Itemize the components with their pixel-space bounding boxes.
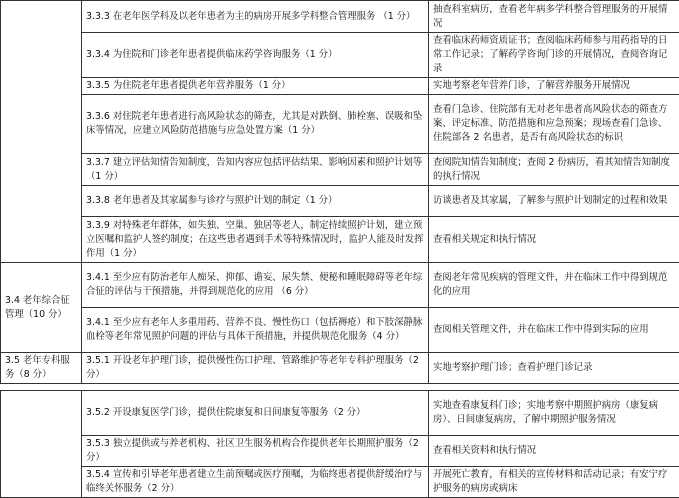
table-row	[1, 186, 679, 217]
table-row	[1, 436, 679, 467]
item-cell: 3.3.7 建立评估知情告知制度，告知内容应包括评估结果、影响因素和照护计划等（1 分）	[82, 154, 429, 186]
item-cell: 3.5.1 开设老年护理门诊，提供慢性伤口护理、管路维护等老年专科护理服务（2 分）	[82, 353, 429, 384]
method-cell: 访谈患者及其家属，了解参与照护计划制定的过程和效果	[429, 186, 679, 217]
item-cell: 3.5.3 独立提供或与养老机构、社区卫生服务机构合作提供老年长期照护服务（2 分）	[82, 436, 429, 467]
item-cell: 3.4.1 至少应有防治老年人痴呆、抑郁、谵妄、尿失禁、便秘和睡眠障碍等老年综合征的评估与干预措施，并得到规范化的应用 （6 分）	[82, 263, 429, 308]
method-cell: 开展死亡教育，有相关的宣传材料和活动记录；有安宁疗护服务的病房或病床	[429, 467, 679, 498]
gap-cell	[1, 384, 679, 391]
method-cell: 查阅老年常见疾病的管理文件，并在临床工作中得到规范化的应用	[429, 263, 679, 308]
category-cell: 3.5 老年专科服务（8 分）	[1, 353, 82, 384]
method-cell: 实地考察护理门诊；查看护理门诊记录	[429, 353, 679, 384]
category-cell: 3.4 老年综合征管理（10 分）	[1, 263, 82, 353]
table-row	[1, 95, 679, 154]
table-row	[1, 33, 679, 78]
method-cell: 查看门急诊、住院部有无对老年患者高风险状态的筛查方案、评定标准、防范措施和应急预案；现场查看门急诊、住院部各 2 名患者，是否有高风险状态的标识	[429, 95, 679, 154]
item-cell: 3.3.8 老年患者及其家属参与诊疗与照护计划的制定（1 分）	[82, 186, 429, 217]
table-row	[1, 78, 679, 95]
table-row	[1, 1, 679, 33]
category-cell	[1, 1, 82, 263]
method-cell: 实地查看康复科门诊；实地考察中期照护病房（康复病房）、日间康复病房，了解中期照护服务情况	[429, 391, 679, 436]
page-gap	[1, 384, 679, 391]
category-cell	[1, 391, 82, 498]
method-cell: 查阅相关管理文件，并在临床工作中得到实际的应用	[429, 308, 679, 353]
method-cell: 查看相关规定和执行情况	[429, 217, 679, 263]
item-cell: 3.4.1 至少应有老年人多重用药、营养不良、慢性伤口（包括褥疮）和下肢深静脉血栓等老年常见照护问题的评估与具体干预措施，并提供规范化服务（4 分）	[82, 308, 429, 353]
item-cell: 3.3.3 在老年医学科及以老年患者为主的病房开展多学科整合管理服务 （1 分）	[82, 1, 429, 33]
item-cell: 3.3.6 对住院老年患者进行高风险状态的筛查，尤其是对跌倒、肺栓塞、误吸和坠床等情况，应建立风险防范措施与应急处置方案（1 分）	[82, 95, 429, 154]
item-cell: 3.3.5 为住院老年患者提供老年营养服务（1 分）	[82, 78, 429, 95]
table-row	[1, 217, 679, 263]
table-row	[1, 308, 679, 353]
item-cell: 3.5.4 宣传和引导老年患者建立生前预嘱或医疗预嘱，为临终患者提供舒缓治疗与临终关怀服务（2 分）	[82, 467, 429, 498]
table-row	[1, 154, 679, 186]
table-row	[1, 353, 679, 384]
table-row	[1, 391, 679, 436]
method-cell: 实地考察老年营养门诊，了解营养服务开展情况	[429, 78, 679, 95]
method-cell: 查看临床药师资质证书；查阅临床药师参与用药指导的日常工作记录；了解药学咨询门诊的开展情况，查阅咨询记录	[429, 33, 679, 78]
table-row	[1, 263, 679, 308]
item-cell: 3.3.4 为住院和门诊老年患者提供临床药学咨询服务（1 分）	[82, 33, 429, 78]
item-cell: 3.5.2 开设康复医学门诊，提供住院康复和日间康复等服务（2 分）	[82, 391, 429, 436]
method-cell: 抽查科室病历，查看老年病多学科整合管理服务的开展情况	[429, 1, 679, 33]
method-cell: 查看相关资料和执行情况	[429, 436, 679, 467]
item-cell: 3.3.9 对特殊老年群体，如失独、空巢、独居等老人，制定持续照护计划，建立预立医嘱和监护人签约制度；在这些患者遇到手术等特殊情况时，监护人能及时发挥作用（1 分）	[82, 217, 429, 263]
method-cell: 查阅院知情告知制度；查阅 2 份病历，看其知情告知制度的执行情况	[429, 154, 679, 186]
table-row	[1, 467, 679, 498]
